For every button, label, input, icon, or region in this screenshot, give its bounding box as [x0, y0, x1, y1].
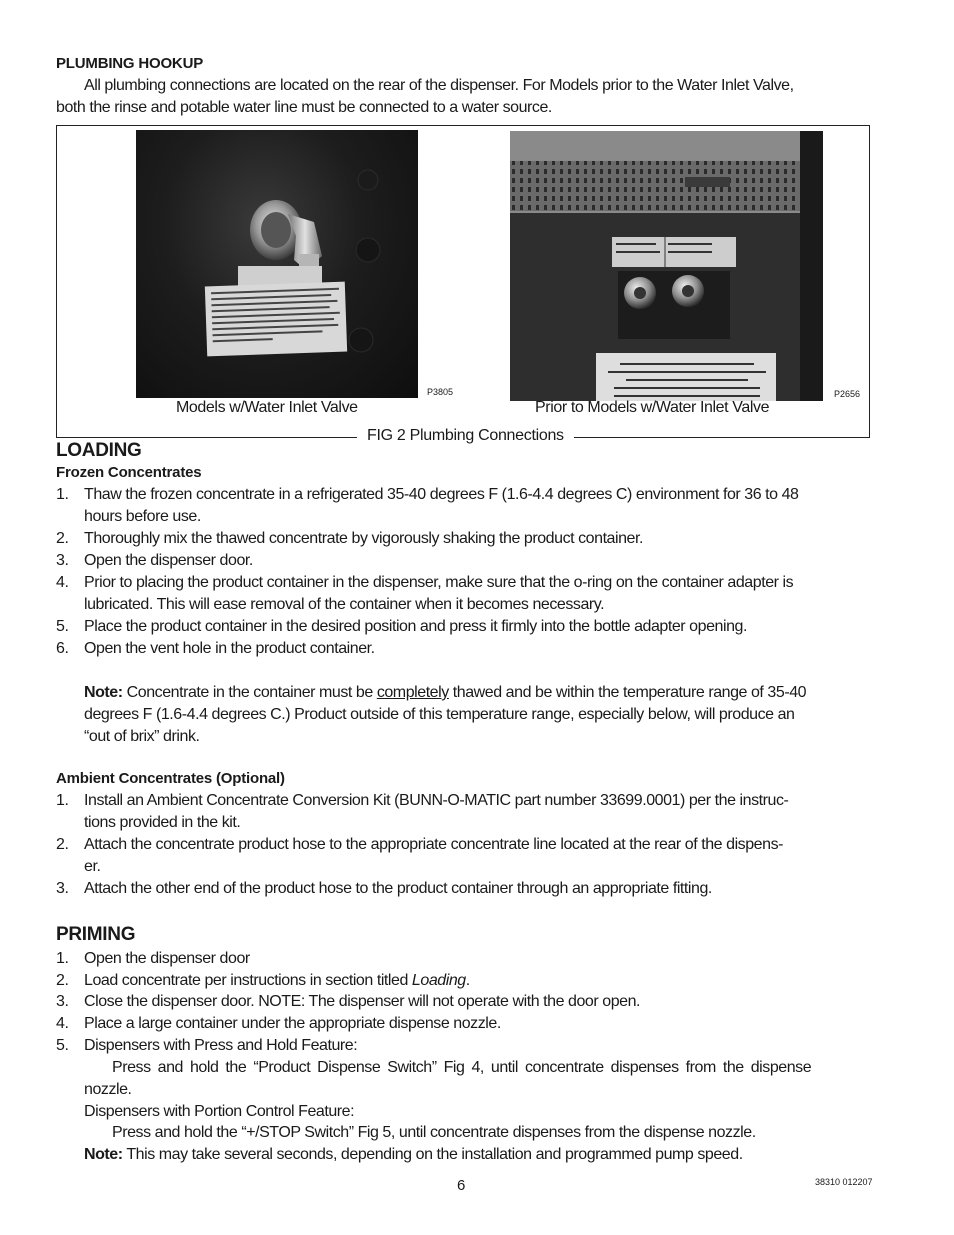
rear-connections-illustration	[510, 131, 823, 401]
frozen-step-6-number: 6.	[56, 640, 69, 657]
plumbing-intro-line-2: both the rinse and potable water line must be connected to a water source.	[56, 99, 552, 116]
completely-emphasis: completely	[376, 684, 449, 701]
page-number: 6	[457, 1177, 466, 1194]
loading-note-line-3: “out of brix” drink.	[84, 728, 200, 745]
priming-step-5-number: 5.	[56, 1037, 69, 1054]
ambient-step-3-text: Attach the other end of the product hose to the product container through an appropriate fitting.	[84, 880, 712, 897]
priming-note: Note: This may take several seconds, depending on the installation and programmed pump speed.	[84, 1146, 743, 1163]
photo-rear-connections	[510, 131, 823, 401]
priming-note-label: Note:	[84, 1146, 123, 1163]
ambient-step-1-number: 1.	[56, 792, 69, 809]
ambient-step-2-number: 2.	[56, 836, 69, 853]
frozen-step-4-number: 4.	[56, 574, 69, 591]
frozen-step-5-text: Place the product container in the desired position and press it firmly into the bottle adapter opening.	[84, 618, 747, 635]
frozen-step-4-line-1: Prior to placing the product container in the dispenser, make sure that the o-ring on the container adapter is	[84, 574, 794, 591]
frozen-step-1-line-2: hours before use.	[84, 508, 201, 525]
ambient-step-3-number: 3.	[56, 880, 69, 897]
priming-step-4-text: Place a large container under the appropriate dispense nozzle.	[84, 1015, 501, 1032]
frozen-step-6-text: Open the vent hole in the product container.	[84, 640, 375, 657]
plumbing-intro-line-1: All plumbing connections are located on the rear of the dispenser. For Models prior to the Water Inlet Valve,	[84, 77, 794, 94]
priming-step-1-number: 1.	[56, 950, 69, 967]
ambient-concentrates-heading: Ambient Concentrates (Optional)	[56, 770, 285, 787]
portion-control-line: Press and hold the “+/STOP Switch” Fig 5, until concentrate dispenses from the dispense nozzle.	[112, 1124, 756, 1141]
frozen-step-3-text: Open the dispenser door.	[84, 552, 253, 569]
photo-left-caption: Models w/Water Inlet Valve	[176, 399, 358, 416]
frozen-step-2-text: Thoroughly mix the thawed concentrate by vigorously shaking the product container.	[84, 530, 643, 547]
loading-note-line-2: degrees F (1.6-4.4 degrees C.) Product outside of this temperature range, especially below, will produce an	[84, 706, 795, 723]
document-code: 38310 012207	[815, 1177, 873, 1187]
photo-water-inlet-valve	[136, 130, 418, 398]
priming-step-3-text: Close the dispenser door. NOTE: The dispenser will not operate with the door open.	[84, 993, 641, 1010]
frozen-step-4-line-2: lubricated. This will ease removal of the container when it becomes necessary.	[84, 596, 605, 613]
portion-control-heading: Dispensers with Portion Control Feature:	[84, 1103, 355, 1120]
frozen-step-3-number: 3.	[56, 552, 69, 569]
loading-note-label: Note:	[84, 684, 123, 701]
priming-step-1-text: Open the dispenser door	[84, 950, 250, 967]
priming-step-2-text: Load concentrate per instructions in section titled Loading.	[84, 972, 470, 989]
ambient-step-2-line-1: Attach the concentrate product hose to the appropriate concentrate line located at the rear of the dispens-	[84, 836, 783, 853]
plumbing-heading: PLUMBING HOOKUP	[56, 55, 204, 72]
priming-step-5-text: Dispensers with Press and Hold Feature:	[84, 1037, 358, 1054]
rear-notice-plate	[596, 353, 776, 401]
frozen-step-2-number: 2.	[56, 530, 69, 547]
frozen-step-5-number: 5.	[56, 618, 69, 635]
frozen-step-1-line-1: Thaw the frozen concentrate in a refrigerated 35-40 degrees F (1.6-4.4 degrees C) environment for 36 to 48	[84, 486, 799, 503]
loading-heading: LOADING	[56, 440, 142, 461]
priming-heading: PRIMING	[56, 924, 136, 945]
loading-note-line-1: Note: Concentrate in the container must be completely thawed and be within the temperature range of 35-40	[84, 684, 807, 701]
figure-title: FIG 2 Plumbing Connections	[357, 427, 574, 445]
photo-left-tag: P3805	[427, 387, 454, 397]
water-inlet-valve-illustration	[136, 130, 418, 398]
ambient-step-2-line-2: er.	[84, 858, 101, 875]
photo-right-tag: P2656	[834, 389, 861, 399]
press-hold-line-2: nozzle.	[84, 1081, 132, 1098]
frozen-concentrates-heading: Frozen Concentrates	[56, 464, 202, 481]
press-hold-line-1: Press and hold the “Product Dispense Switch” Fig 4, until concentrate dispenses from the dispense	[112, 1059, 812, 1076]
priming-step-2-number: 2.	[56, 972, 69, 989]
photo-right-caption: Prior to Models w/Water Inlet Valve	[535, 399, 770, 416]
ambient-step-1-line-1: Install an Ambient Concentrate Conversion Kit (BUNN-O-MATIC part number 33699.0001) per the instruc-	[84, 792, 789, 809]
frozen-step-1-number: 1.	[56, 486, 69, 503]
loading-section-reference: Loading	[411, 972, 466, 989]
priming-step-3-number: 3.	[56, 993, 69, 1010]
priming-step-4-number: 4.	[56, 1015, 69, 1032]
ambient-step-1-line-2: tions provided in the kit.	[84, 814, 241, 831]
